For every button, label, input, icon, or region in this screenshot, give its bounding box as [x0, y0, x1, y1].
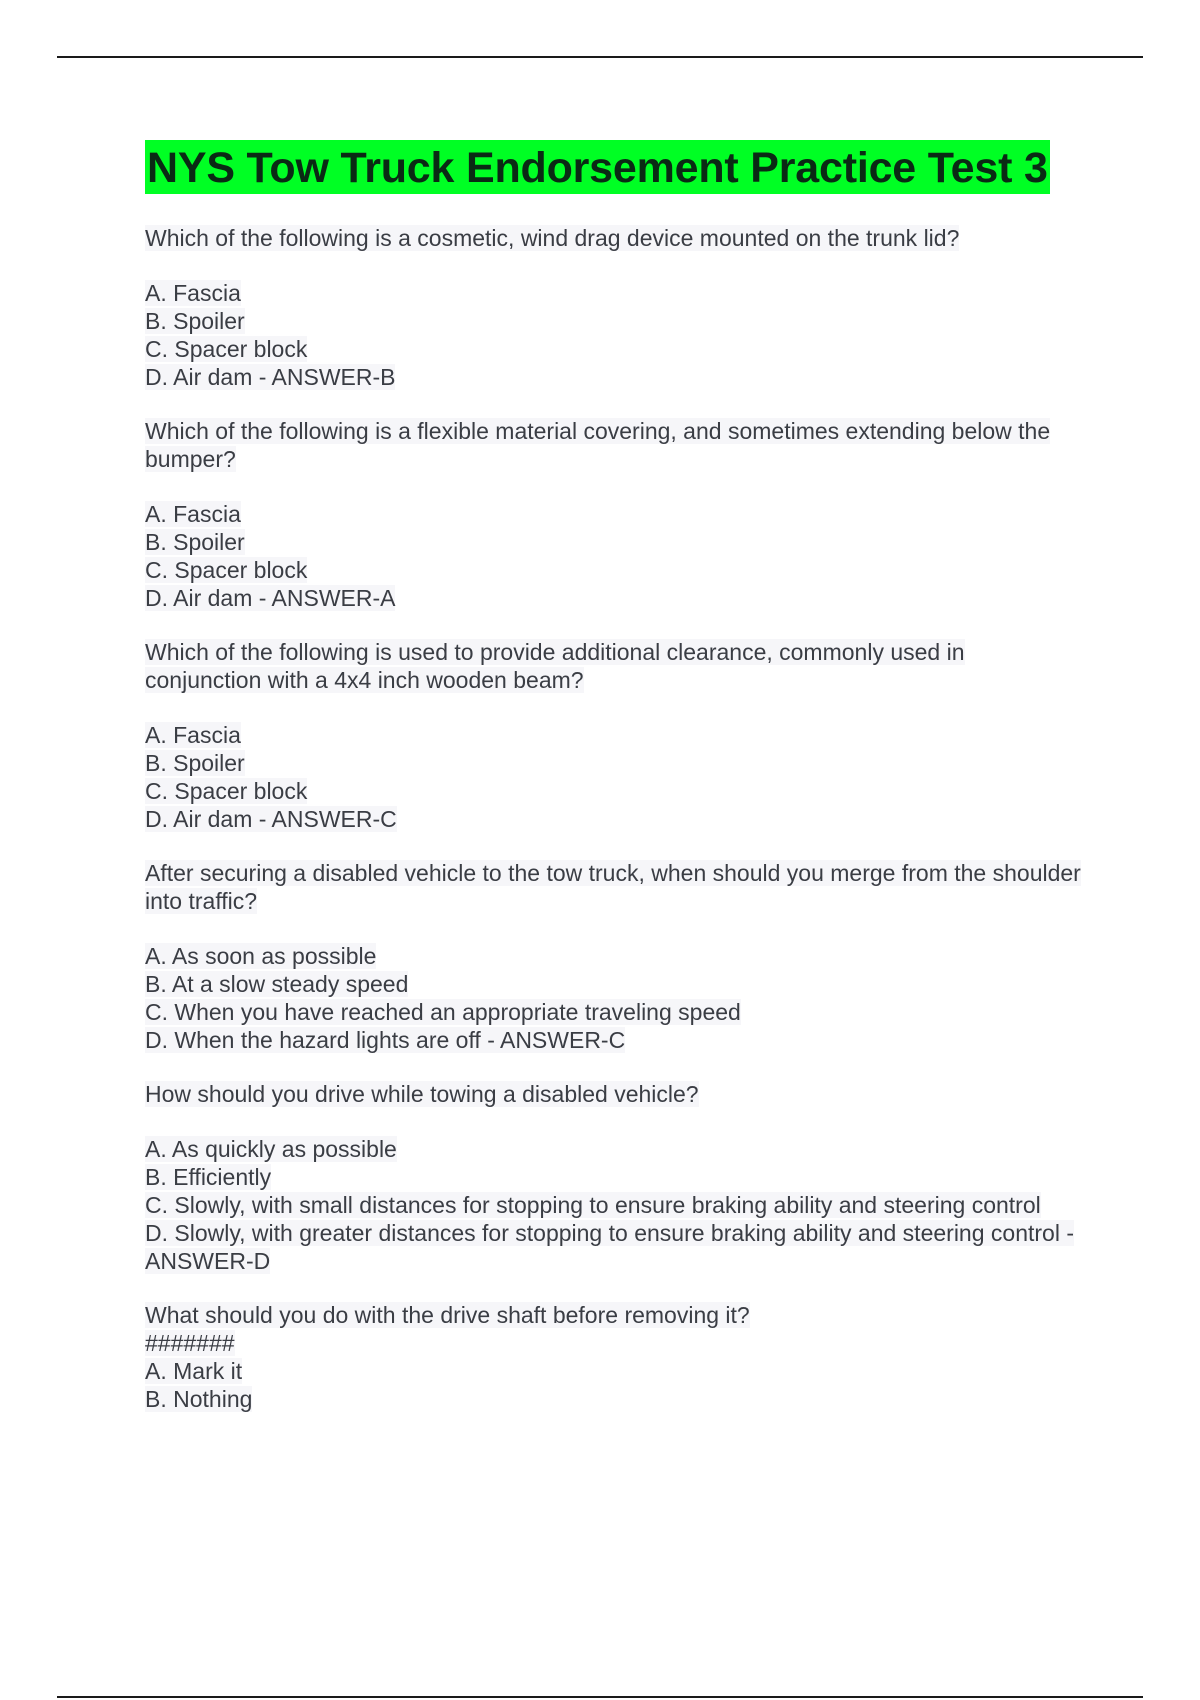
option-c: C. Slowly, with small distances for stopping to ensure braking ability and steering control: [145, 1192, 1041, 1218]
document-body: [145, 140, 1085, 1413]
question-text: Which of the following is a cosmetic, wind drag device mounted on the trunk lid?: [145, 225, 960, 251]
top-rule: [57, 56, 1143, 58]
question-block: [145, 1301, 1085, 1413]
answer-options: [145, 942, 1085, 1054]
question-block: [145, 224, 1085, 391]
option-d: D. Slowly, with greater distances for stopping to ensure braking ability and steering control - ANSWER-D: [145, 1220, 1074, 1274]
option-a: A. Fascia: [145, 722, 241, 748]
option-d: D. Air dam - ANSWER-B: [145, 364, 396, 390]
option-a: A. Fascia: [145, 280, 241, 306]
option-a: A. As quickly as possible: [145, 1136, 397, 1162]
answer-options: [145, 721, 1085, 833]
question-block: [145, 859, 1085, 1054]
answer-options: [145, 279, 1085, 391]
option-a: A. Fascia: [145, 501, 241, 527]
answer-options: [145, 1135, 1085, 1275]
option-c: C. When you have reached an appropriate traveling speed: [145, 999, 741, 1025]
option-b: B. Nothing: [145, 1386, 253, 1412]
question-block: [145, 1080, 1085, 1275]
bottom-rule: [57, 1696, 1143, 1698]
option-d: D. Air dam - ANSWER-A: [145, 585, 396, 611]
option-b: B. Efficiently: [145, 1164, 272, 1190]
question-text: Which of the following is used to provide additional clearance, commonly used in conjunction with a 4x4 inch wooden beam?: [145, 639, 965, 693]
option-a: A. Mark it: [145, 1358, 243, 1384]
question-text: Which of the following is a flexible material covering, and sometimes extending below the bumper?: [145, 418, 1051, 472]
question-text: What should you do with the drive shaft before removing it?: [145, 1302, 750, 1328]
option-c: C. Spacer block: [145, 557, 308, 583]
question-text: After securing a disabled vehicle to the tow truck, when should you merge from the shoulder into traffic?: [145, 860, 1081, 914]
redacted-text: #######: [145, 1330, 235, 1356]
question-block: [145, 417, 1085, 612]
option-d: D. Air dam - ANSWER-C: [145, 806, 397, 832]
answer-options: [145, 500, 1085, 612]
option-d: D. When the hazard lights are off - ANSWER-C: [145, 1027, 626, 1053]
option-b: B. Spoiler: [145, 308, 245, 334]
option-c: C. Spacer block: [145, 778, 308, 804]
option-a: A. As soon as possible: [145, 943, 377, 969]
page-title: NYS Tow Truck Endorsement Practice Test 3: [145, 140, 1050, 194]
option-b: B. Spoiler: [145, 529, 245, 555]
option-c: C. Spacer block: [145, 336, 308, 362]
option-b: B. Spoiler: [145, 750, 245, 776]
question-text: How should you drive while towing a disabled vehicle?: [145, 1081, 699, 1107]
question-block: [145, 638, 1085, 833]
answer-options: [145, 1357, 1085, 1413]
option-b: B. At a slow steady speed: [145, 971, 409, 997]
